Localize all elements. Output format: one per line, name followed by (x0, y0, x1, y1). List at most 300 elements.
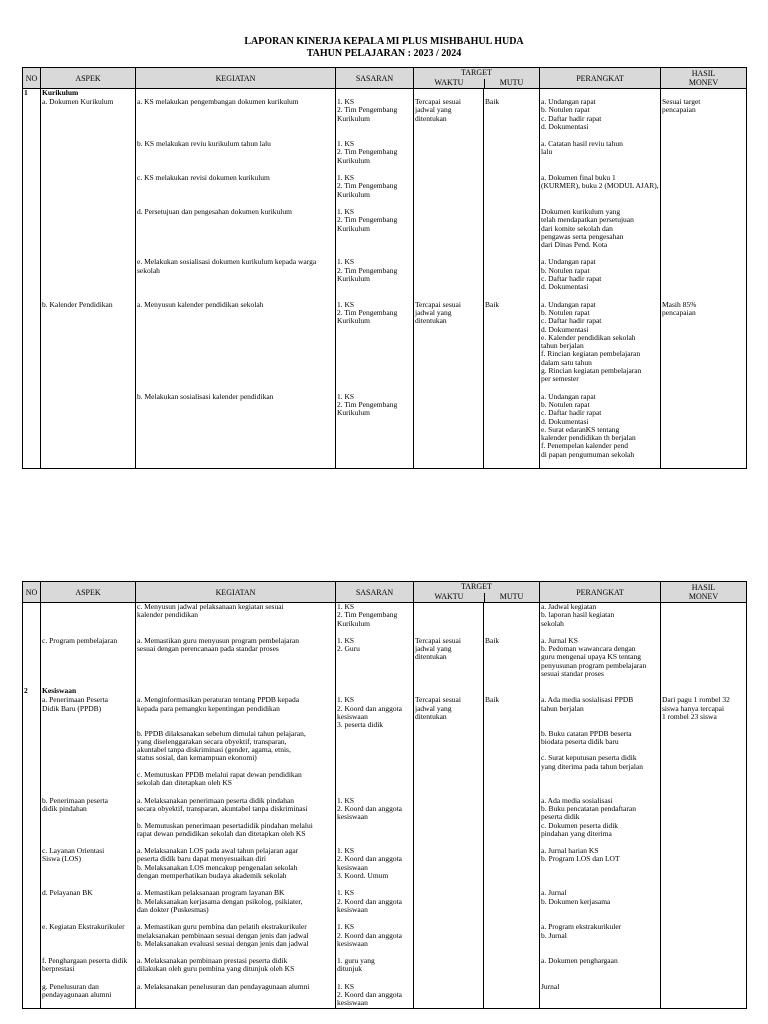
cell-hasil (661, 165, 747, 174)
cell-mutu (484, 165, 540, 174)
header-waktu: WAKTU (434, 592, 464, 601)
table-row (23, 199, 747, 208)
table-row (23, 637, 747, 678)
cell-mutu (484, 628, 540, 637)
cell-kegiatan: c. KS melakukan revisi dokumen kurikulum (136, 174, 336, 199)
cell-no (23, 603, 41, 628)
header-mutu: MUTU (499, 592, 524, 601)
cell-perangkat (540, 628, 661, 637)
cell-kegiatan: a. Melaksanakan pembinaan prestasi peserta didik dilakukan oleh guru pembina yang ditunjuk oleh KS (136, 957, 336, 974)
cell-waktu: Tercapai sesuai jadwal yang ditentukan (414, 301, 484, 384)
table-row (23, 292, 747, 301)
cell-kegiatan: d. Persetujuan dan pengesahan dokumen kurikulum (136, 208, 336, 249)
cell-no (23, 393, 41, 459)
cell-aspek (41, 628, 136, 637)
cell-mutu (484, 983, 540, 1008)
cell-no (23, 459, 41, 469)
table-row (23, 165, 747, 174)
cell-waktu (414, 788, 484, 797)
cell-waktu: Tercapai sesuai jadwal yang ditentukan (414, 637, 484, 678)
report-table-page-1 (22, 67, 746, 469)
cell-mutu (484, 974, 540, 983)
cell-hasil (661, 603, 747, 628)
cell-aspek: a. Penerimaan Peserta Didik Baru (PPDB) (41, 696, 136, 729)
cell-kegiatan: b. Melakukan sosialisasi kalender pendidikan (136, 393, 336, 459)
cell-kegiatan: a. Melaksanakan penelusuran dan pendayagunaan alumni (136, 983, 336, 1008)
cell-no (23, 249, 41, 258)
cell-perangkat: a. Undangan rapat b. Notulen rapat c. Daftar hadir rapat d. Dokumentasi e. Kalender pendidikan sekolah tahun berjalan f. Rincian kegiatan pembelajaran dalam satu tahun g. Rincian kegiatan pembelajaran per semester (540, 301, 661, 384)
header-target-divider (484, 593, 485, 602)
table-header-row (23, 582, 747, 603)
cell-perangkat (540, 678, 661, 687)
cell-aspek (41, 459, 136, 469)
cell-aspek: b. Kalender Pendidikan (41, 301, 136, 384)
cell-sasaran (336, 199, 414, 208)
cell-sasaran: 1. KS 2. Tim Pengembang Kurikulum (336, 174, 414, 199)
cell-perangkat: Jurnal (540, 983, 661, 1008)
cell-aspek (41, 880, 136, 889)
cell-mutu (484, 730, 540, 771)
cell-waktu (414, 914, 484, 923)
cell-perangkat: a. Ada media sosialisasi b. Buku pencatatan pendaftaran peserta didik c. Dokumen peserta didik pindahan yang diterima (540, 797, 661, 838)
cell-mutu (484, 174, 540, 199)
header-target-divider (484, 79, 485, 88)
cell-kegiatan (136, 628, 336, 637)
cell-kegiatan: a. Melaksanakan penerimaan peserta didik pindahan secara obyektif, transparan, akuntabel tanpa diskriminasi b. Memutuskan penerimaan pesertadidik pindahan melalui rapat dewan pendidikan sekolah dan ditetapkan oleh KS (136, 797, 336, 838)
cell-kegiatan: b. PPDB dilaksanakan sebelum dimulai tahun pelajaran, yang diselenggarakan secara obyektif, transparan, akuntabel tanpa diskriminasi (gender, agama, etnis, status sosial, dan kemampuan ekonomi) (136, 730, 336, 771)
table-row (23, 847, 747, 880)
cell-mutu (484, 89, 540, 99)
header-no: NO (23, 68, 41, 89)
cell-hasil (661, 923, 747, 948)
cell-sasaran: 1. KS 2. Koord dan anggota kesiswaan (336, 923, 414, 948)
cell-aspek (41, 974, 136, 983)
table-row (23, 459, 747, 469)
cell-hasil (661, 687, 747, 696)
cell-sasaran: 1. KS 2. Koord dan anggota kesiswaan (336, 983, 414, 1008)
cell-mutu (484, 880, 540, 889)
table-row (23, 174, 747, 199)
cell-sasaran (336, 788, 414, 797)
cell-waktu: Tercapai sesuai jadwal yang ditentukan (414, 98, 484, 131)
table-row (23, 208, 747, 249)
header-target-label: TARGET (461, 582, 492, 591)
cell-sasaran (336, 687, 414, 696)
cell-mutu (484, 914, 540, 923)
cell-mutu (484, 292, 540, 301)
cell-kegiatan: a. KS melakukan pengembangan dokumen kurikulum (136, 98, 336, 131)
cell-no (23, 880, 41, 889)
cell-waktu (414, 258, 484, 291)
cell-mutu: Baik (484, 637, 540, 678)
cell-waktu (414, 603, 484, 628)
cell-mutu (484, 838, 540, 847)
cell-kegiatan (136, 165, 336, 174)
cell-kegiatan (136, 914, 336, 923)
cell-aspek: c. Layanan Orientasi Siswa (LOS) (41, 847, 136, 880)
cell-no (23, 730, 41, 771)
cell-hasil (661, 208, 747, 249)
header-mutu: MUTU (499, 78, 524, 87)
header-kegiatan: KEGIATAN (136, 582, 336, 603)
cell-mutu (484, 889, 540, 914)
cell-sasaran: 1. KS 2. Tim Pengembang Kurikulum (336, 98, 414, 131)
cell-aspek (41, 249, 136, 258)
cell-sasaran: 1. KS 2. Tim Pengembang Kurikulum (336, 301, 414, 384)
cell-waktu (414, 678, 484, 687)
cell-no (23, 797, 41, 838)
cell-hasil (661, 249, 747, 258)
cell-no (23, 847, 41, 880)
cell-kegiatan (136, 89, 336, 99)
cell-aspek: e. Kegiatan Ekstrakurikuler (41, 923, 136, 948)
table-row (23, 771, 747, 788)
cell-hasil (661, 948, 747, 957)
table-row (23, 957, 747, 974)
cell-perangkat (540, 384, 661, 393)
cell-perangkat: a. Undangan rapat b. Notulen rapat c. Daftar hadir rapat d. Dokumentasi (540, 98, 661, 131)
cell-perangkat (540, 838, 661, 847)
cell-no (23, 889, 41, 914)
cell-mutu (484, 771, 540, 788)
cell-sasaran (336, 974, 414, 983)
cell-aspek: c. Program pembelajaran (41, 637, 136, 678)
cell-sasaran: 1. KS 2. Koord dan anggota kesiswaan 3. peserta didik (336, 696, 414, 729)
cell-perangkat (540, 914, 661, 923)
cell-sasaran (336, 131, 414, 140)
cell-aspek (41, 603, 136, 628)
cell-hasil (661, 957, 747, 974)
cell-hasil (661, 384, 747, 393)
table-row (23, 140, 747, 165)
cell-waktu: Tercapai sesuai jadwal yang ditentukan (414, 696, 484, 729)
cell-kegiatan: a. Melaksanakan LOS pada awal tahun pelajaran agar peserta didik baru dapat menyesuaikan diri b. Melaksanakan LOS mencakup pengenalan sekolah dengan memperhatikan budaya akademik sekolah (136, 847, 336, 880)
cell-hasil (661, 140, 747, 165)
table-row (23, 98, 747, 131)
cell-kegiatan (136, 384, 336, 393)
cell-waktu (414, 957, 484, 974)
cell-mutu (484, 208, 540, 249)
cell-kegiatan (136, 880, 336, 889)
table-row (23, 249, 747, 258)
cell-sasaran: 1. KS 2. Tim Pengembang Kurikulum (336, 393, 414, 459)
cell-sasaran (336, 628, 414, 637)
cell-perangkat: a. Jurnal b. Dokumen kerjasama (540, 889, 661, 914)
cell-hasil (661, 459, 747, 469)
cell-perangkat (540, 974, 661, 983)
cell-no (23, 923, 41, 948)
cell-aspek (41, 292, 136, 301)
cell-waktu (414, 889, 484, 914)
cell-no (23, 628, 41, 637)
cell-hasil (661, 847, 747, 880)
cell-sasaran: 1. KS 2. Tim Pengembang Kurikulum (336, 603, 414, 628)
cell-perangkat: b. Buku catatan PPDB beserta biodata peserta didik baru c. Surat keputusan peserta didik yang diterima pada tahun berjalan (540, 730, 661, 771)
cell-no (23, 771, 41, 788)
cell-aspek: f. Penghargaan peserta didik berprestasi (41, 957, 136, 974)
cell-hasil (661, 983, 747, 1008)
header-hasil-monev: HASIL MONEV (661, 582, 747, 603)
cell-kegiatan (136, 974, 336, 983)
table-row (23, 301, 747, 384)
cell-mutu: Baik (484, 696, 540, 729)
cell-hasil (661, 174, 747, 199)
cell-sasaran: 1. guru yang ditunjuk (336, 957, 414, 974)
header-hasil-monev: HASIL MONEV (661, 68, 747, 89)
cell-waktu (414, 687, 484, 696)
cell-perangkat (540, 459, 661, 469)
cell-perangkat: a. Ada media sosialisasi PPDB tahun berjalan (540, 696, 661, 729)
cell-aspek: a. Dokumen Kurikulum (41, 98, 136, 131)
cell-hasil (661, 89, 747, 99)
cell-sasaran (336, 459, 414, 469)
cell-perangkat: a. Undangan rapat b. Notulen rapat c. Daftar hadir rapat d. Dokumentasi e. Surat edaranKS tentang kalender pendidikan th berjalan f. Penempelan kalender pend di papan pengumuman sekolah (540, 393, 661, 459)
cell-aspek (41, 199, 136, 208)
cell-no (23, 199, 41, 208)
cell-kegiatan (136, 249, 336, 258)
cell-sasaran: 1. KS 2. Guru (336, 637, 414, 678)
cell-mutu (484, 687, 540, 696)
header-target (414, 68, 540, 89)
table-row (23, 628, 747, 637)
report-table-page-2 (22, 581, 746, 1009)
cell-sasaran (336, 165, 414, 174)
cell-waktu (414, 730, 484, 771)
cell-perangkat: a. Jurnal harian KS b. Program LOS dan LOT (540, 847, 661, 880)
cell-hasil (661, 771, 747, 788)
table-row (23, 393, 747, 459)
cell-kegiatan (136, 131, 336, 140)
cell-hasil (661, 797, 747, 838)
cell-aspek: g. Penelusuran dan pendayagunaan alumni (41, 983, 136, 1008)
cell-waktu (414, 983, 484, 1008)
header-no: NO (23, 582, 41, 603)
cell-kegiatan (136, 687, 336, 696)
cell-hasil: Dari pagu 1 rombel 32 siswa hanya tercapai 1 rombel 23 siswa (661, 696, 747, 729)
cell-mutu (484, 797, 540, 838)
cell-aspek (41, 678, 136, 687)
cell-sasaran (336, 880, 414, 889)
cell-perangkat (540, 771, 661, 788)
cell-sasaran (336, 838, 414, 847)
cell-no (23, 838, 41, 847)
cell-no (23, 957, 41, 974)
header-kegiatan: KEGIATAN (136, 68, 336, 89)
cell-hasil (661, 788, 747, 797)
cell-sasaran (336, 89, 414, 99)
cell-perangkat (540, 199, 661, 208)
report-title: LAPORAN KINERJA KEPALA MI PLUS MISHBAHUL HUDA (244, 36, 524, 47)
cell-mutu (484, 131, 540, 140)
cell-kegiatan (136, 838, 336, 847)
cell-no (23, 208, 41, 249)
cell-hasil (661, 292, 747, 301)
cell-waktu (414, 208, 484, 249)
cell-waktu (414, 838, 484, 847)
cell-no: 2 (23, 687, 41, 696)
cell-no (23, 301, 41, 384)
cell-aspek (41, 393, 136, 459)
table-row (23, 131, 747, 140)
header-aspek: ASPEK (41, 582, 136, 603)
cell-waktu (414, 384, 484, 393)
cell-sasaran: 1. KS 2. Tim Pengembang Kurikulum (336, 208, 414, 249)
cell-no (23, 292, 41, 301)
cell-hasil: Sesuai target pencapaian (661, 98, 747, 131)
cell-kegiatan (136, 678, 336, 687)
cell-aspek (41, 948, 136, 957)
cell-no (23, 98, 41, 131)
cell-kegiatan (136, 292, 336, 301)
cell-perangkat: a. Jurnal KS b. Pedoman wawancara dengan guru mengenai upaya KS tentang penyusunan program pembelajaran sesuai standar proses (540, 637, 661, 678)
table-header-row (23, 68, 747, 89)
cell-waktu (414, 249, 484, 258)
cell-aspek (41, 788, 136, 797)
cell-kegiatan (136, 948, 336, 957)
cell-hasil (661, 393, 747, 459)
cell-perangkat: a. Dokumen penghargaan (540, 957, 661, 974)
cell-kegiatan: a. Memastikan guru menyusun program pembelajaran sesuai dengan perencanaan pada standar proses (136, 637, 336, 678)
cell-mutu (484, 948, 540, 957)
cell-waktu (414, 459, 484, 469)
cell-mutu: Baik (484, 98, 540, 131)
cell-sasaran (336, 292, 414, 301)
cell-aspek (41, 165, 136, 174)
table-row (23, 687, 747, 696)
cell-sasaran: 1. KS 2. Tim Pengembang Kurikulum (336, 140, 414, 165)
cell-kegiatan (136, 788, 336, 797)
cell-kegiatan: a. Memastikan guru pembina dan pelatih ekstrakurikuler melaksanakan pembinaan sesuai dengan jenis dan jadwal b. Melaksanakan evaluasi sesuai dengan jenis dan jadwal (136, 923, 336, 948)
cell-kegiatan: a. Menyusun kalender pendidikan sekolah (136, 301, 336, 384)
cell-perangkat (540, 948, 661, 957)
cell-aspek: Kurikulum (41, 89, 136, 99)
cell-mutu (484, 459, 540, 469)
cell-sasaran (336, 249, 414, 258)
cell-sasaran (336, 914, 414, 923)
cell-mutu: Baik (484, 301, 540, 384)
cell-waktu (414, 847, 484, 880)
cell-waktu (414, 948, 484, 957)
table-row (23, 384, 747, 393)
cell-hasil (661, 637, 747, 678)
cell-sasaran: 1. KS 2. Koord dan anggota kesiswaan (336, 797, 414, 838)
cell-perangkat (540, 788, 661, 797)
cell-no (23, 948, 41, 957)
cell-aspek (41, 174, 136, 199)
cell-kegiatan (136, 459, 336, 469)
cell-sasaran (336, 948, 414, 957)
cell-aspek (41, 140, 136, 165)
cell-hasil (661, 838, 747, 847)
cell-sasaran: 1. KS 2. Koord dan anggota kesiswaan 3. Koord. Umum (336, 847, 414, 880)
cell-kegiatan: a. Menginformasikan peraturan tentang PPDB kepada kepada para pemangku kepentingan pendidikan (136, 696, 336, 729)
cell-sasaran: 1. KS 2. Koord dan anggota kesiswaan (336, 889, 414, 914)
cell-aspek (41, 771, 136, 788)
cell-no (23, 384, 41, 393)
cell-no (23, 174, 41, 199)
cell-no: 1 (23, 89, 41, 99)
cell-hasil (661, 889, 747, 914)
cell-hasil (661, 914, 747, 923)
table-row (23, 258, 747, 291)
header-sasaran: SASARAN (336, 68, 414, 89)
header-aspek: ASPEK (41, 68, 136, 89)
cell-mutu (484, 603, 540, 628)
cell-perangkat (540, 880, 661, 889)
cell-perangkat: a. Undangan rapat b. Notulen rapat c. Daftar hadir rapat d. Dokumentasi (540, 258, 661, 291)
cell-waktu (414, 199, 484, 208)
cell-no (23, 788, 41, 797)
cell-perangkat (540, 165, 661, 174)
cell-waktu (414, 771, 484, 788)
header-target (414, 582, 540, 603)
cell-no (23, 696, 41, 729)
cell-no (23, 914, 41, 923)
table-row (23, 89, 747, 99)
cell-mutu (484, 923, 540, 948)
header-perangkat: PERANGKAT (540, 68, 661, 89)
cell-kegiatan: c. Menyusun jadwal pelaksanaan kegiatan sesuai kalender pendidikan (136, 603, 336, 628)
cell-perangkat: a. Catatan hasil reviu tahun lalu (540, 140, 661, 165)
table-row (23, 923, 747, 948)
cell-aspek (41, 208, 136, 249)
cell-mutu (484, 847, 540, 880)
cell-kegiatan: e. Melakukan sosialisasi dokumen kurikulum kepada warga sekolah (136, 258, 336, 291)
cell-perangkat (540, 292, 661, 301)
cell-waktu (414, 89, 484, 99)
cell-sasaran (336, 730, 414, 771)
table-row (23, 678, 747, 687)
cell-no (23, 131, 41, 140)
cell-hasil (661, 730, 747, 771)
header-target-label: TARGET (461, 68, 492, 77)
cell-perangkat: a. Jadwal kegiatan b. laporan hasil kegiatan sekolah (540, 603, 661, 628)
header-waktu: WAKTU (434, 78, 464, 87)
cell-hasil (661, 131, 747, 140)
cell-perangkat (540, 131, 661, 140)
table-row (23, 914, 747, 923)
cell-waktu (414, 131, 484, 140)
cell-waktu (414, 923, 484, 948)
cell-aspek (41, 838, 136, 847)
cell-waktu (414, 393, 484, 459)
cell-no (23, 258, 41, 291)
cell-mutu (484, 199, 540, 208)
cell-aspek: d. Pelayanan BK (41, 889, 136, 914)
cell-waktu (414, 628, 484, 637)
cell-mutu (484, 249, 540, 258)
cell-sasaran (336, 771, 414, 788)
cell-kegiatan: c. Memutuskan PPDB melalui rapat dewan pendidikan sekolah dan ditetapkan oleh KS (136, 771, 336, 788)
cell-no (23, 678, 41, 687)
cell-no (23, 637, 41, 678)
table-row (23, 797, 747, 838)
cell-mutu (484, 140, 540, 165)
cell-sasaran: 1. KS 2. Tim Pengembang Kurikulum (336, 258, 414, 291)
cell-no (23, 165, 41, 174)
cell-waktu (414, 880, 484, 889)
cell-perangkat (540, 89, 661, 99)
cell-hasil (661, 678, 747, 687)
cell-no (23, 983, 41, 1008)
cell-kegiatan: b. KS melakukan reviu kurikulum tahun lalu (136, 140, 336, 165)
cell-sasaran (336, 678, 414, 687)
cell-waktu (414, 974, 484, 983)
table-row (23, 696, 747, 729)
cell-mutu (484, 393, 540, 459)
header-sasaran: SASARAN (336, 582, 414, 603)
cell-waktu (414, 292, 484, 301)
